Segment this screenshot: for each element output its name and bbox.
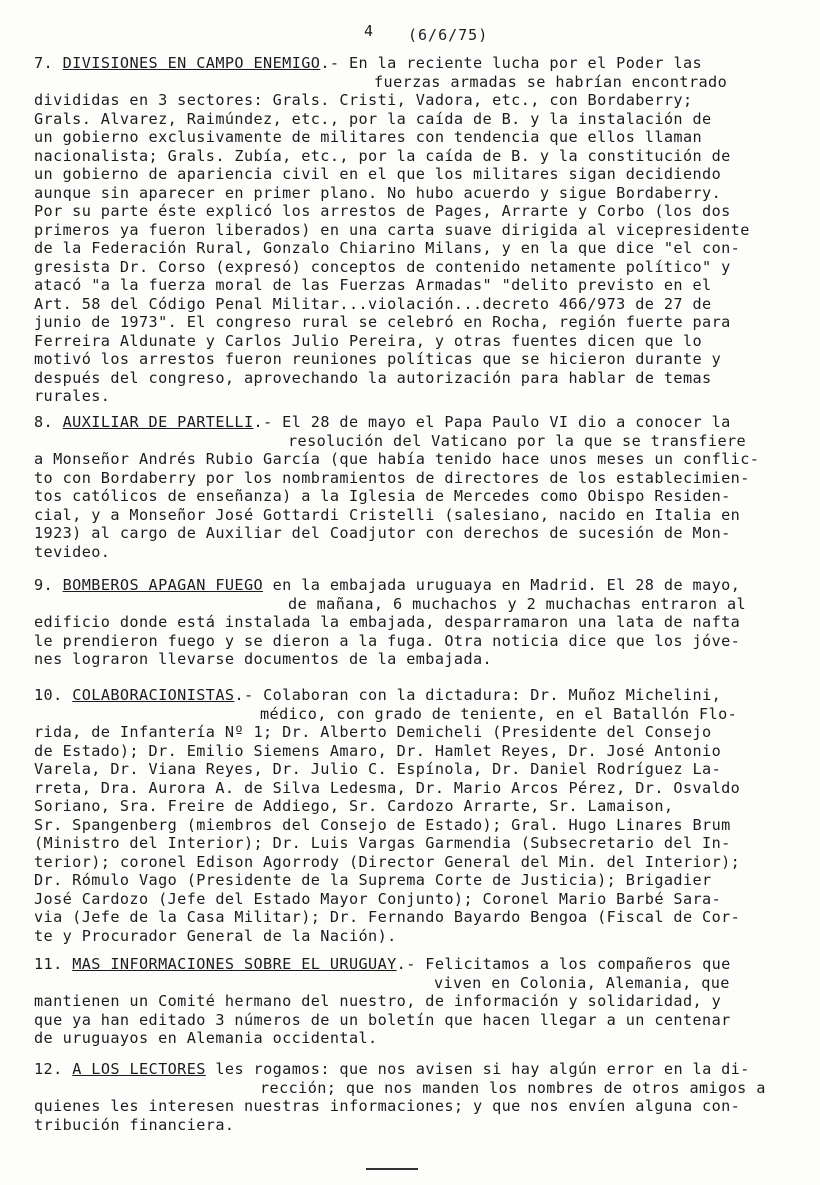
text-line: mantienen un Comité hermano del nuestro, de información y solidaridad, y	[34, 992, 722, 1010]
text-line: cial, y a Monseñor José Gottardi Cristelli (salesiano, nacido en Italia en	[34, 505, 741, 524]
section-number: 12.	[34, 1060, 63, 1078]
text-line: Dr. Rómulo Vago (Presidente de la Suprema Corte de Justicia); Brigadier	[34, 871, 712, 889]
section-11	[34, 955, 794, 1048]
text-line: te y Procurador General de la Nación).	[34, 926, 397, 945]
text-line: nacionalista; Grals. Zubía, etc., por la caída de B. y la constitución de	[34, 146, 731, 165]
text-line: primeros ya fueron liberados) en una carta suave dirigida al vicepresidente	[34, 220, 750, 239]
text-line: a Monseñor Andrés Rubio García (que había tenido hace unos meses un conflic-	[34, 450, 760, 468]
text-line: rurales.	[34, 387, 111, 405]
text-line: un gobierno de apariencia civil en el que los militares sigan decidiendo	[34, 165, 722, 183]
text-line: via (Jefe de la Casa Militar); Dr. Fernando Bayardo Bengoa (Fiscal de Cor-	[34, 908, 741, 926]
text-line: tevideo.	[34, 542, 111, 561]
section-title: AUXILIAR DE PARTELLI	[62, 413, 254, 431]
text-line: Ferreira Aldunate y Carlos Julio Pereira, y otras fuentes dicen que lo	[34, 331, 703, 350]
text-line: Por su parte éste explicó los arrestos de Pages, Arrarte y Corbo (los dos	[34, 202, 731, 220]
text-line: tribución financiera.	[34, 1115, 235, 1134]
text-line: Soriano, Sra. Freire de Addiego, Sr. Cardozo Arrarte, Sr. Lamaison,	[34, 797, 674, 815]
text-line: gresista Dr. Corso (expresó) conceptos de contenido netamente político" y	[34, 257, 731, 276]
text-line: atacó "a la fuerza moral de las Fuerzas Armadas" "delito previsto en el	[34, 276, 712, 294]
text-line: aunque sin aparecer en primer plano. No hubo acuerdo y sigue Bordaberry.	[34, 183, 722, 202]
footer-rule	[366, 1168, 418, 1170]
section-first-line: .- Colaboran con la dictadura: Dr. Muñoz Michelini,	[234, 686, 722, 704]
section-first-line: .- En la reciente lucha por el Poder las	[320, 54, 703, 72]
text-line: quienes les interesen nuestras informaciones; y que nos envíen alguna con-	[34, 1097, 741, 1115]
text-line: de la Federación Rural, Gonzalo Chiarino Milans, y en la que dice "el con-	[34, 239, 741, 257]
section-second-line: fuerzas armadas se habrían encontrado	[374, 72, 728, 91]
page-header	[0, 22, 820, 50]
page-date: (6/6/75)	[408, 26, 489, 44]
section-first-line: en la embajada uruguaya en Madrid. El 28 de mayo,	[263, 576, 741, 594]
text-line: edificio donde está instalada la embajada, desparramaron una lata de nafta	[34, 613, 741, 631]
section-second-line: de mañana, 6 muchachos y 2 muchachas entraron al	[288, 594, 747, 613]
text-line: que ya han editado 3 números de un boletín que hacen llegar a un centenar	[34, 1010, 731, 1029]
section-first-line: .- Felicitamos a los compañeros que	[396, 955, 731, 973]
section-8	[34, 413, 794, 561]
section-first-line: .- El 28 de mayo el Papa Paulo VI dio a conocer la	[253, 413, 731, 431]
section-title: MAS INFORMACIONES SOBRE EL URUGUAY	[72, 955, 397, 973]
text-line: to con Bordaberry por los nombramientos de directores de los establecimien-	[34, 468, 750, 487]
text-line: (Ministro del Interior); Dr. Luis Vargas Garmendia (Subsecretario del In-	[34, 834, 731, 852]
section-12	[34, 1060, 794, 1134]
section-second-line: médico, con grado de teniente, en el Batallón Flo-	[260, 704, 738, 723]
section-9	[34, 576, 794, 669]
section-title: DIVISIONES EN CAMPO ENEMIGO	[62, 54, 321, 72]
section-first-line: les rogamos: que nos avisen si hay algún error en la di-	[205, 1060, 750, 1078]
section-number: 8.	[34, 413, 54, 431]
text-line: un gobierno exclusivamente de militares con tendencia que ellos llaman	[34, 128, 703, 146]
section-title: BOMBEROS APAGAN FUEGO	[62, 576, 264, 594]
section-number: 7.	[34, 54, 54, 72]
section-second-line: resolución del Vaticano por la que se transfiere	[288, 431, 747, 450]
section-10	[34, 686, 794, 945]
text-line: le prendieron fuego y se dieron a la fuga. Otra noticia dice que los jóve-	[34, 631, 741, 650]
section-number: 11.	[34, 955, 63, 973]
text-line: motivó los arrestos fueron reuniones políticas que se hicieron durante y	[34, 350, 722, 368]
text-line: Varela, Dr. Viana Reyes, Dr. Julio C. Espínola, Dr. Daniel Rodríguez La-	[34, 760, 722, 778]
section-second-line: rección; que nos manden los nombres de otros amigos a	[260, 1078, 766, 1097]
section-second-line: viven en Colonia, Alemania, que	[434, 973, 730, 992]
text-line: Grals. Alvarez, Raimúndez, etc., por la caída de B. y la instalación de	[34, 109, 712, 128]
text-line: 1923) al cargo de Auxiliar del Coadjutor con derechos de sucesión de Mon-	[34, 524, 731, 542]
text-line: terior); coronel Edison Agorrody (Director General del Min. del Interior);	[34, 852, 741, 871]
text-line: de Estado); Dr. Emilio Siemens Amaro, Dr. Hamlet Reyes, Dr. José Antonio	[34, 741, 722, 760]
section-number: 10.	[34, 686, 63, 704]
text-line: rreta, Dra. Aurora A. de Silva Ledesma, Dr. Mario Arcos Pérez, Dr. Osvaldo	[34, 778, 741, 797]
text-line: Sr. Spangenberg (miembros del Consejo de Estado); Gral. Hugo Linares Brum	[34, 815, 731, 834]
text-line: rida, de Infantería Nº 1; Dr. Alberto Demicheli (Presidente del Consejo	[34, 723, 712, 741]
text-line: Art. 58 del Código Penal Militar...violación...decreto 466/973 de 27 de	[34, 294, 712, 313]
section-number: 9.	[34, 576, 54, 594]
text-line: junio de 1973". El congreso rural se celebró en Rocha, región fuerte para	[34, 313, 731, 331]
section-title: A LOS LECTORES	[72, 1060, 206, 1078]
text-line: de uruguayos en Alemania occidental.	[34, 1029, 378, 1047]
text-line: divididas en 3 sectores: Grals. Cristi, Vadora, etc., con Bordaberry;	[34, 91, 693, 109]
page-number: 4	[364, 22, 374, 40]
text-line: tos católicos de enseñanza) a la Iglesia de Mercedes como Obispo Residen-	[34, 487, 731, 505]
text-line: después del congreso, aprovechando la autorización para hablar de temas	[34, 368, 712, 387]
section-title: COLABORACIONISTAS	[72, 686, 235, 704]
text-line: nes lograron llevarse documentos de la embajada.	[34, 650, 493, 668]
text-line: José Cardozo (Jefe del Estado Mayor Conjunto); Coronel Mario Barbé Sara-	[34, 889, 722, 908]
section-7	[34, 54, 794, 406]
